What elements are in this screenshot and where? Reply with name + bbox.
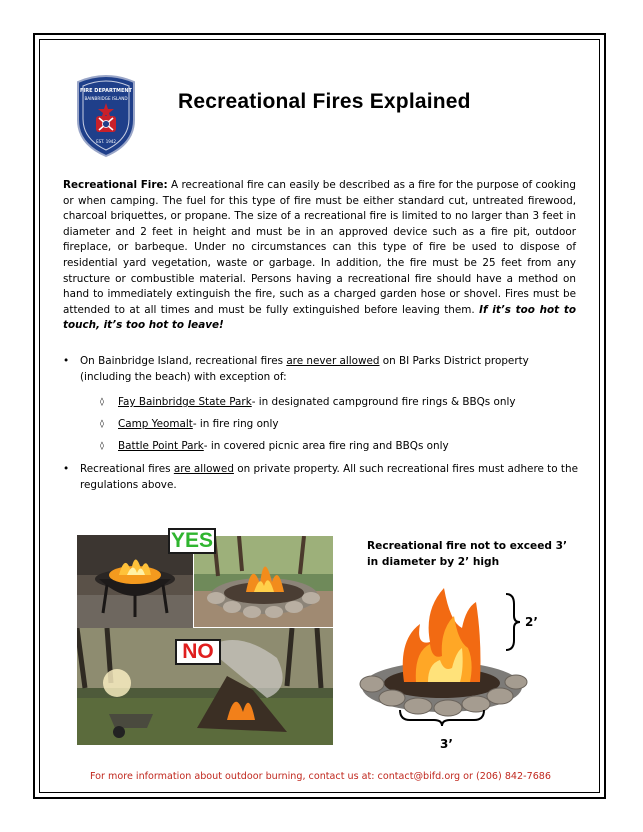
bullet-text: Recreational fires [80, 463, 174, 475]
bullet-text: on BI Parks District property (including the beach) with exception of: [80, 355, 529, 383]
logo-bottom-text: EST. 1942 [96, 139, 116, 144]
exception-place: Camp Yeomalt [118, 418, 193, 430]
intro-paragraph [63, 178, 576, 334]
no-badge: NO [175, 639, 221, 665]
exception-place: Battle Point Park [118, 440, 204, 452]
bullet-text: On Bainbridge Island, recreational fires [80, 355, 287, 367]
diamond-bullet-icon: ◊ [100, 419, 104, 428]
exception-detail: - in covered picnic area fire ring and BBQs only [203, 440, 449, 452]
diameter-dimension-label: 3’ [440, 737, 453, 751]
intro-lead: Recreational Fire: [63, 179, 168, 191]
bullet-underlined: are never allowed [286, 355, 380, 367]
exception-place: Fay Bainbridge State Park [118, 396, 252, 408]
exception-item [100, 416, 279, 433]
exception-item [100, 394, 516, 411]
exception-item [100, 438, 449, 455]
logo-middle-text: BAINBRIDGE ISLAND [84, 96, 128, 101]
intro-emphasis: If it’s too hot to touch, it’s too hot to leave! [63, 303, 576, 332]
bullet-dot-icon: • [63, 463, 70, 475]
bullet-underlined: are allowed [173, 463, 234, 475]
diamond-bullet-icon: ◊ [100, 441, 104, 450]
yes-badge: YES [168, 528, 216, 554]
bullet-dot-icon: • [63, 355, 70, 367]
exception-detail: - in fire ring only [192, 418, 279, 430]
size-diagram-caption: Recreational fire not to exceed 3’ in diameter by 2’ high [367, 540, 568, 568]
fire-department-badge-icon [72, 72, 140, 158]
bullet-text: on private property. All such recreational fires must adhere to the regulations above. [80, 463, 578, 491]
height-dimension-label: 2’ [525, 615, 538, 629]
exception-detail: - in designated campground fire rings & BBQs only [251, 396, 516, 408]
diamond-bullet-icon: ◊ [100, 397, 104, 406]
campfire-diagram [358, 582, 548, 732]
contact-footer: For more information about outdoor burning, contact us at: contact@bifd.org or (206) 842-7686 [89, 771, 552, 782]
page-title: Recreational Fires Explained [178, 90, 471, 113]
logo-top-text: FIRE DEPARTMENT [80, 88, 132, 94]
intro-body: A recreational fire can easily be described as a fire for the purpose of cooking or when camping. The fuel for this type of fire must be either standard cut, untreated firewood, charcoal briquettes, or propane. The size of a recreational fire is limited to no larger than 3 feet in diameter and 2 feet in height and must be in an approved device such as a fire pit, outdoor fireplace, or barbeque. Under no circumstances can this type of fire be used to dispose of residential yard vegetation, waste or garbage. In addition, the fire must be 25 feet from any structure or combustible material. Persons having a recreational fire should have a method on hand to immediately extinguish the fire, such as a charged garden hose or shovel. Fires must be attended to at all times and must be fully extinguished before leaving them. [63, 179, 576, 316]
